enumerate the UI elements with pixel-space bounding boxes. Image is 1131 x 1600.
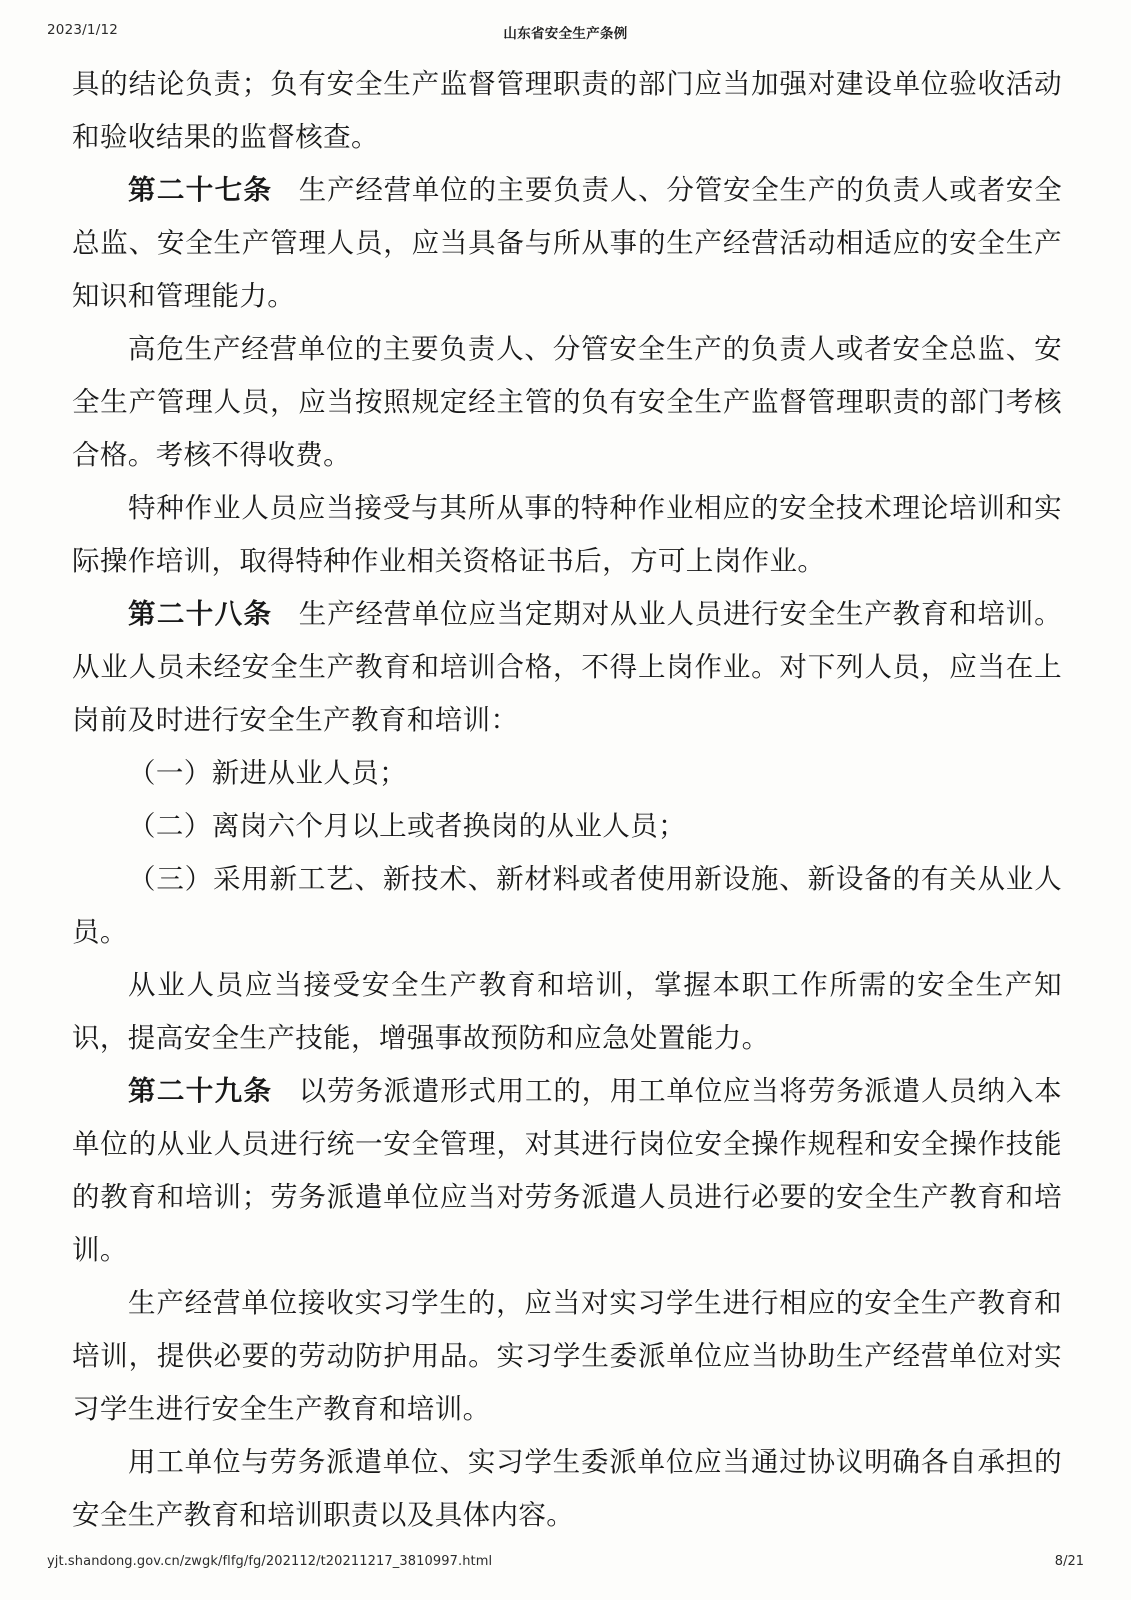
p-article-27-3: [72, 482, 1062, 588]
paragraph-text: 以劳务派遣形式用工的，用工单位应当将劳务派遣人员纳入本单位的从业人员进行统一安全管理，对其进行岗位安全操作规程和安全操作技能的教育和培训；劳务派遣单位应当对劳务派遣人员进行必要的安全生产教育和培训。: [72, 1075, 1062, 1266]
paragraph-text: （三）采用新工艺、新技术、新材料或者使用新设施、新设备的有关从业人员。: [72, 863, 1062, 948]
p-item-2: [72, 800, 1062, 853]
paragraph-text: （二）离岗六个月以上或者换岗的从业人员；: [128, 810, 686, 842]
article-number: 第二十九条: [128, 1075, 273, 1107]
p-article-29: [72, 1065, 1062, 1277]
page-header: [0, 22, 1131, 44]
footer-source-url: yjt.shandong.gov.cn/zwgk/flfg/fg/202112/t20211217_3810997.html: [47, 1554, 493, 1569]
p-item-3: [72, 853, 1062, 959]
header-date: 2023/1/12: [47, 22, 119, 38]
paragraph-text: 生产经营单位应当定期对从业人员进行安全生产教育和培训。从业人员未经安全生产教育和培训合格，不得上岗作业。对下列人员，应当在上岗前及时进行安全生产教育和培训：: [72, 598, 1062, 736]
p-article-29-2: [72, 1277, 1062, 1436]
p-article-27-2: [72, 323, 1062, 482]
paragraph-text: 具的结论负责；负有安全生产监督管理职责的部门应当加强对建设单位验收活动和验收结果的监督核查。: [72, 68, 1062, 153]
p-item-1: [72, 747, 1062, 800]
p-article-29-3: [72, 1436, 1062, 1542]
article-number: 第二十八条: [128, 598, 273, 630]
paragraph-text: 高危生产经营单位的主要负责人、分管安全生产的负责人或者安全总监、安全生产管理人员，应当按照规定经主管的负有安全生产监督管理职责的部门考核合格。考核不得收费。: [72, 333, 1062, 471]
page-footer: [0, 1554, 1131, 1574]
document-body: [72, 58, 1062, 1542]
paragraph-text: 生产经营单位接收实习学生的，应当对实习学生进行相应的安全生产教育和培训，提供必要的劳动防护用品。实习学生委派单位应当协助生产经营单位对实习学生进行安全生产教育和培训。: [72, 1287, 1062, 1425]
paragraph-text: （一）新进从业人员；: [128, 757, 407, 789]
p-continued-26: [72, 58, 1062, 164]
footer-page-number: 8/21: [1054, 1554, 1084, 1569]
header-title: 山东省安全生产条例: [503, 26, 628, 42]
paragraph-text: 特种作业人员应当接受与其所从事的特种作业相应的安全技术理论培训和实际操作培训，取得特种作业相关资格证书后，方可上岗作业。: [72, 492, 1062, 577]
p-article-28: [72, 588, 1062, 747]
paragraph-text: 用工单位与劳务派遣单位、实习学生委派单位应当通过协议明确各自承担的安全生产教育和培训职责以及具体内容。: [72, 1446, 1062, 1531]
p-article-27: [72, 164, 1062, 323]
article-number: 第二十七条: [128, 174, 273, 206]
paragraph-text: 从业人员应当接受安全生产教育和培训，掌握本职工作所需的安全生产知识，提高安全生产技能，增强事故预防和应急处置能力。: [72, 969, 1062, 1054]
p-article-28-2: [72, 959, 1062, 1065]
paragraph-text: 生产经营单位的主要负责人、分管安全生产的负责人或者安全总监、安全生产管理人员，应当具备与所从事的生产经营活动相适应的安全生产知识和管理能力。: [72, 174, 1062, 312]
